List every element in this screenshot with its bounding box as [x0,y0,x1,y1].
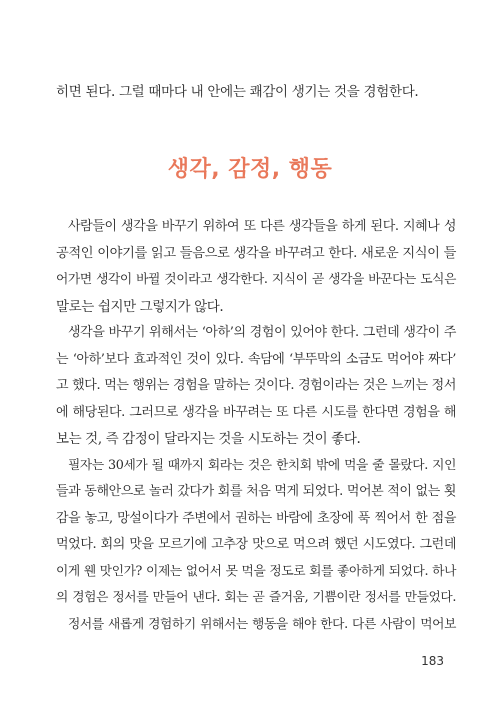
text-line: 들과 동해안으로 놀러 갔다가 회를 처음 먹게 되었다. 먹어본 적이 없는 횟 [56,484,456,499]
text-line: 고 했다. 먹는 행위는 경험을 말하는 것이다. 경험이라는 것은 느끼는 정서 [56,378,456,393]
body-text [56,214,456,638]
text-line: 말로는 쉽지만 그렇지가 않다. [56,298,224,315]
text-line: 이게 웬 맛인가? 이제는 없어서 못 먹을 정도로 회를 좋아하게 되었다. 하나 [56,563,456,579]
text-line: 정서를 새롭게 경험하기 위해서는 행동을 해야 한다. 다른 사람이 먹어보 [68,616,456,632]
text-line: 사람들이 생각을 바꾸기 위하여 또 다른 생각들을 하게 된다. 지혜나 성 [68,219,456,234]
text-line: 의 경험은 정서를 만들어 낸다. 회는 곧 즐거움, 기쁨이란 정서를 만들었다. [56,590,456,605]
text-line: 는 ‘아하’보다 효과적인 것이 있다. 속담에 ‘부뚜막의 소금도 먹어야 짜다’ [56,351,456,367]
text-line: 필자는 30세가 될 때까지 회라는 것은 한치회 밖에 먹을 줄 몰랐다. 지인 [68,457,456,473]
section-title: 생각, 감정, 행동 [167,157,333,182]
page-number: 183 [421,654,444,668]
text-line: 감을 놓고, 망설이다가 주변에서 권하는 바람에 초장에 푹 찍어서 한 점을 [56,510,456,526]
text-line: 공적인 이야기를 읽고 들음으로 생각을 바꾸려고 한다. 새로운 지식이 들 [56,245,456,261]
text-line: 생각을 바꾸기 위해서는 ‘아하’의 경험이 있어야 한다. 그런데 생각이 주 [68,325,456,340]
intro-line: 히면 된다. 그럴 때마다 내 안에는 쾌감이 생기는 것을 경험한다. [56,84,419,100]
text-line: 에 해당된다. 그러므로 생각을 바꾸려는 또 다른 시도를 한다면 경험을 해 [56,404,456,420]
text-line: 보는 것, 즉 감정이 달라지는 것을 시도하는 것이 좋다. [56,431,361,447]
text-line: 먹었다. 회의 맛을 모르기에 고추장 맛으로 먹으려 했던 시도였다. 그런데 [56,537,456,552]
text-line: 어가면 생각이 바뀔 것이라고 생각한다. 지식이 곧 생각을 바꾼다는 도식은 [56,272,456,287]
